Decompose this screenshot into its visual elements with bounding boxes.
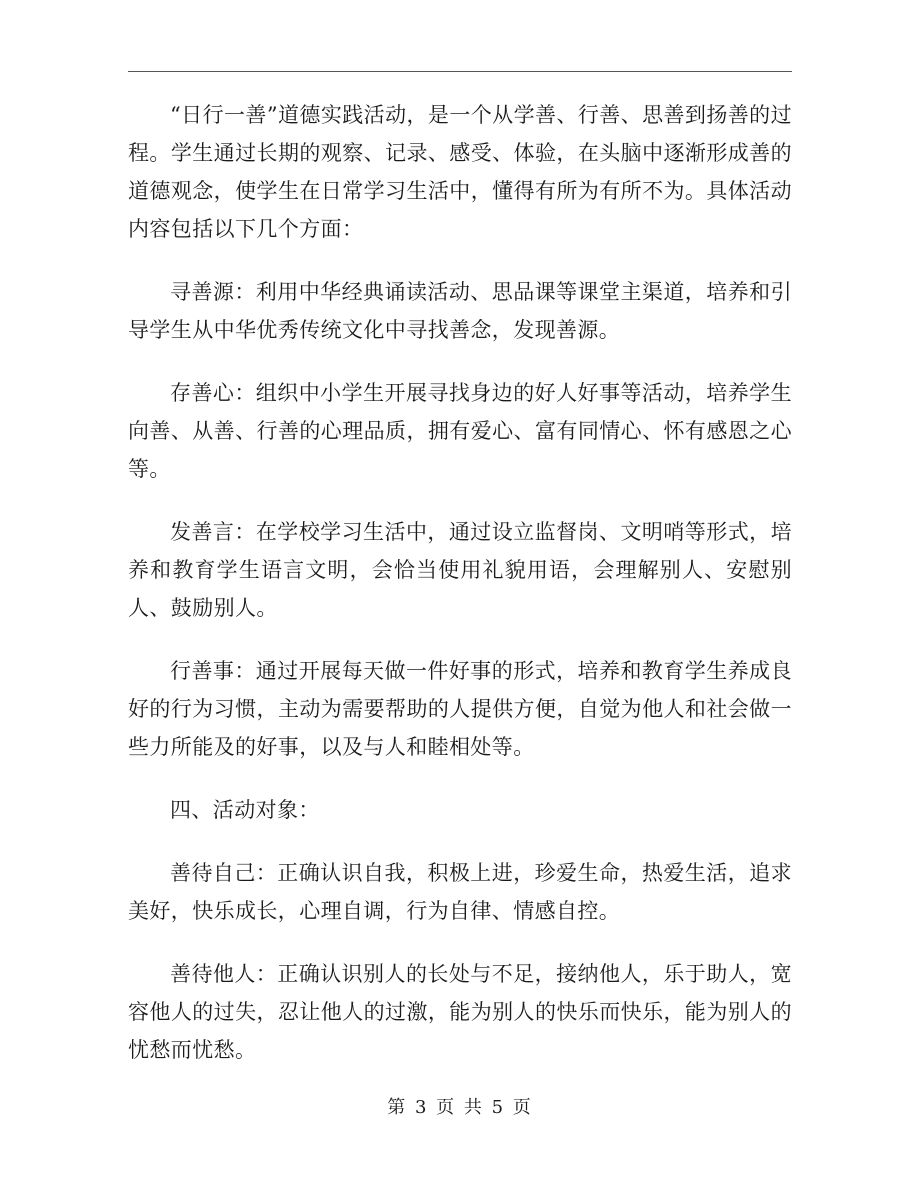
paragraph-keep-heart: 存善心：组织中小学生开展寻找身边的好人好事等活动，培养学生向善、从善、行善的心理品质，拥有爱心、富有同情心、怀有感恩之心等。 <box>128 381 792 481</box>
page-number-footer: 第 3 页 共 5 页 <box>387 1097 533 1118</box>
paragraph-good-deeds: 行善事：通过开展每天做一件好事的形式，培养和教育学生养成良好的行为习惯，主动为需要帮助的人提供方便，自觉为他人和社会做一些力所能及的好事，以及与人和睦相处等。 <box>128 659 792 759</box>
paragraph-treat-self: 善待自己：正确认识自我，积极上进，珍爱生命，热爱生活，追求美好，快乐成长，心理自调，行为自律、情感自控。 <box>128 861 792 923</box>
paragraph-seek-source: 寻善源：利用中华经典诵读活动、思品课等课堂主渠道，培养和引导学生从中华优秀传统文化中寻找善念，发现善源。 <box>128 280 792 342</box>
section-heading-activity-targets: 四、活动对象： <box>170 798 320 822</box>
paragraph-kind-words: 发善言：在学校学习生活中，通过设立监督岗、文明哨等形式，培养和教育学生语言文明，会恰当使用礼貌用语，会理解别人、安慰别人、鼓励别人。 <box>128 520 792 620</box>
header-divider <box>128 71 792 72</box>
paragraph-treat-others: 善待他人：正确认识别人的长处与不足，接纳他人，乐于助人，宽容他人的过失，忍让他人的过激，能为别人的快乐而快乐，能为别人的忧愁而忧愁。 <box>128 962 792 1062</box>
document-body <box>128 96 792 1094</box>
paragraph-intro: “日行一善”道德实践活动，是一个从学善、行善、思善到扬善的过程。学生通过长期的观察、记录、感受、体验，在头脑中逐渐形成善的道德观念，使学生在日常学习生活中，懂得有所为有所不为。具体活动内容包括以下几个方面： <box>128 103 792 241</box>
